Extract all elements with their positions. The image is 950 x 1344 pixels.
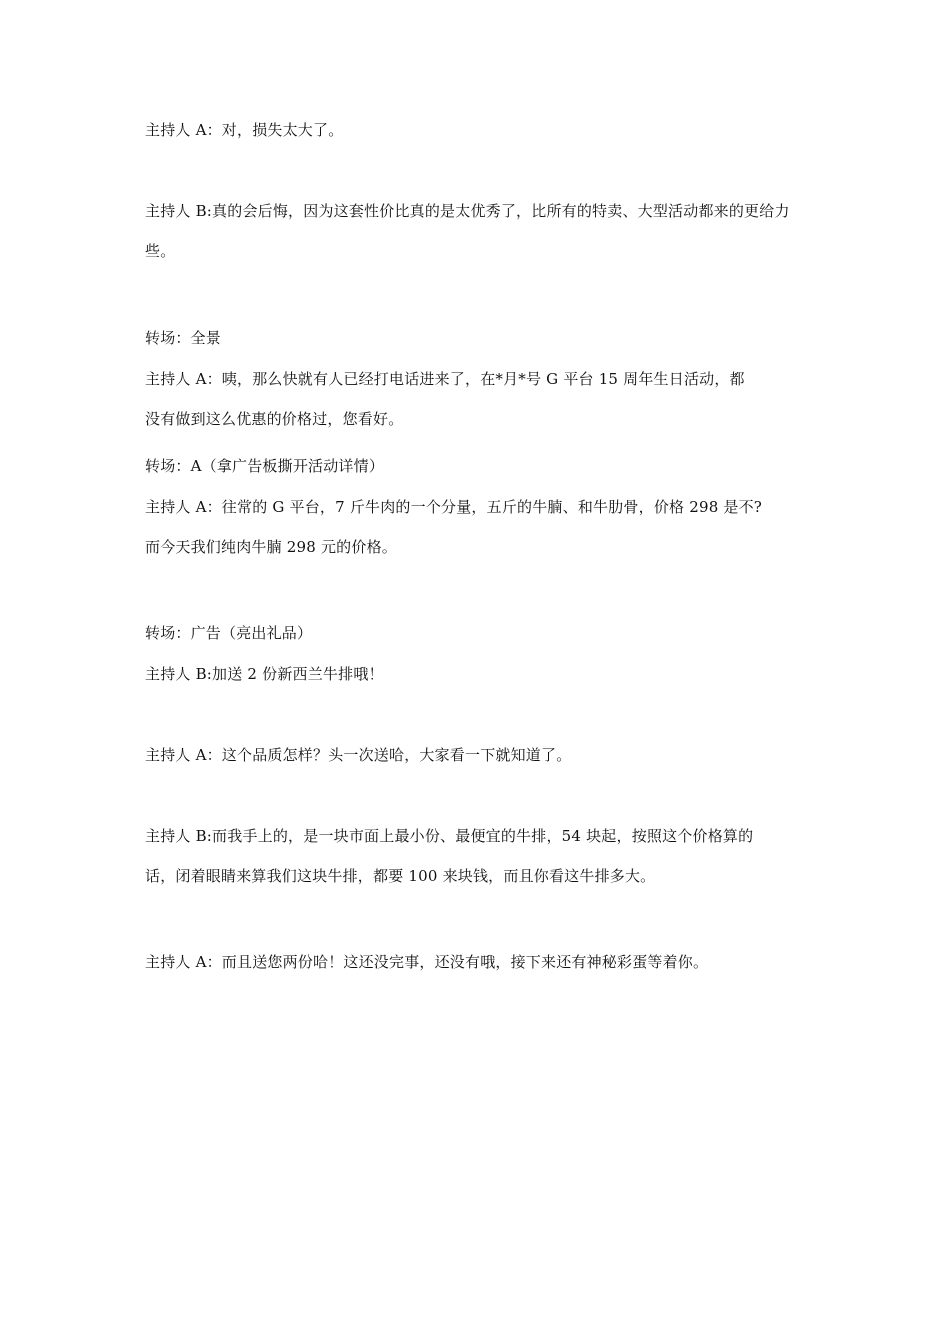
dialogue-line: 主持人 B:而我手上的，是一块市面上最小份、最便宜的牛排，54 块起，按照这个价格算的 bbox=[145, 827, 754, 845]
dialogue-line: 主持人 A：咦，那么快就有人已经打电话进来了，在*月*号 G 平台 15 周年生日活动，都 bbox=[145, 370, 745, 388]
dialogue-line: 主持人 A：对，损失太大了。 bbox=[145, 121, 344, 139]
scene-transition: 转场：全景 bbox=[145, 329, 222, 347]
dialogue-line: 主持人 A：这个品质怎样？头一次送哈，大家看一下就知道了。 bbox=[145, 746, 572, 764]
dialogue-line: 而今天我们纯肉牛腩 298 元的价格。 bbox=[145, 538, 397, 556]
scene-transition: 转场：广告（亮出礼品） bbox=[145, 624, 313, 642]
dialogue-line: 没有做到这么优惠的价格过，您看好。 bbox=[145, 410, 404, 428]
dialogue-line: 主持人 B:加送 2 份新西兰牛排哦！ bbox=[145, 665, 384, 683]
dialogue-line: 主持人 B:真的会后悔，因为这套性价比真的是太优秀了，比所有的特卖、大型活动都来的更给力 bbox=[145, 202, 790, 220]
scene-transition: 转场：A（拿广告板撕开活动详情） bbox=[145, 457, 385, 475]
dialogue-line: 话，闭着眼睛来算我们这块牛排，都要 100 来块钱，而且你看这牛排多大。 bbox=[145, 867, 656, 885]
dialogue-line: 主持人 A：而且送您两份哈！这还没完事，还没有哦，接下来还有神秘彩蛋等着你。 bbox=[145, 953, 709, 971]
dialogue-line: 主持人 A：往常的 G 平台，7 斤牛肉的一个分量，五斤的牛腩、和牛肋骨，价格 298 是不? bbox=[145, 498, 763, 516]
dialogue-line: 些。 bbox=[145, 242, 176, 260]
